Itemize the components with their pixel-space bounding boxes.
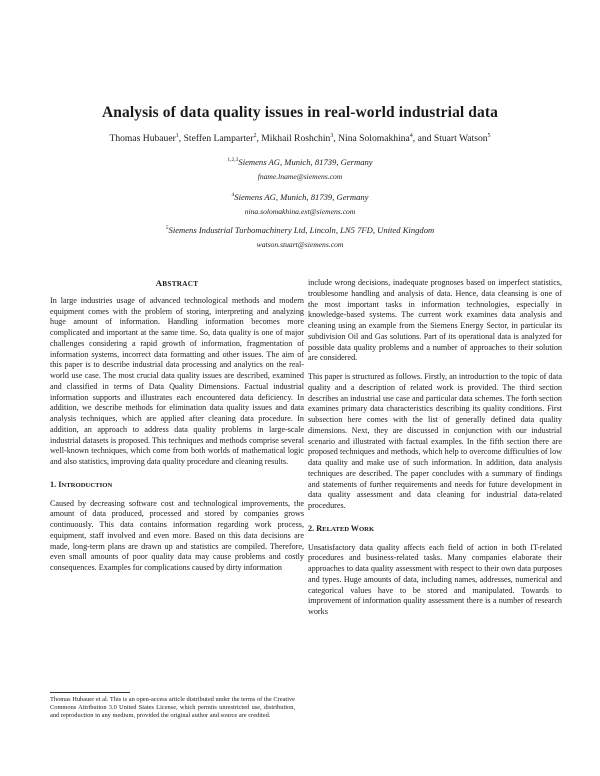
author-separator: , and <box>412 133 434 145</box>
affiliation <box>0 192 600 202</box>
author-separator: , <box>178 133 184 145</box>
author-separator: , <box>256 133 262 145</box>
right-column <box>308 278 562 618</box>
introduction-text: Caused by decreasing software cost and technological improvements, the amount of data produced, processed and stored by companies grows continuously. This data contains information regarding work process, equipment, staff involved and even more. Based on this data decisions are made, long-term plans are drawn up and statistics are compiled. Therefore, even small amounts of poor quality data may cause problems and costly consequences. Examples for complications caused by dirty information <box>50 498 304 572</box>
footnote-rule <box>50 692 130 693</box>
affiliation-org: Siemens Industrial Turbomachinery Ltd, Lincoln, LN5 7FD, United Kingdom <box>168 225 435 235</box>
heading-initial: W <box>350 523 359 533</box>
author-superscript: 4 <box>409 133 413 139</box>
affiliation-email: nina.solomakhina.ext@siemens.com <box>244 207 356 216</box>
heading-rest: BSTRACT <box>162 280 199 288</box>
related-work-text: Unsatisfactory data quality affects each field of action in both IT-related procedures and business-related tasks. Many companies elaborate their approaches to data quality assessment with respect to their own data purposes and types. Huge amounts of data, including names, addresses, numerical and categorical values have to be stored and manipulated. Towards to improvement of information quality assessment there is a number of research works <box>308 542 562 616</box>
paper-title: Analysis of data quality issues in real-world industrial data <box>102 104 498 121</box>
heading-initial: A <box>155 278 163 288</box>
author-name: Mikhail Roshchin <box>261 133 331 145</box>
heading-rest: ORK <box>358 525 375 533</box>
section-number: 2. <box>308 523 315 533</box>
abstract-text: In large industries usage of advanced technological methods and modern equipment comes with the problem of storing, interpreting and analyzing huge amount of information. Handling information becomes more complicated and important at the same time. So, data quality is one of major challenges considering a rapid growth of information, fragmentation of information systems, incorrect data formatting and other issues. The aim of this paper is to describe industrial data processing and analytics on the real-world use case. The most crucial data quality issues are described, examined and classified in terms of Data Quality Dimensions. Factual industrial information supports and illustrates each encountered data deficiency. In addition, we describe methods for elimination data quality issues and data analysis techniques, which are applied after cleaning data procedure. In addition, an approach to address data quality problems in large-scale industrial datasets is proposed. This techniques and methods comprise several well-known techniques, which come from both worlds of mathematical logic and also statistics, improving data quality procedure and cleaning results. <box>50 295 304 466</box>
related-work-heading <box>308 524 562 536</box>
author-list <box>0 133 600 144</box>
introduction-continued-text: include wrong decisions, inadequate prognoses based on imperfect statistics, troublesome handling and analysis of data. Hence, data cleansing is one of the most important tasks in information technologies, especially in knowledge-based systems. The current work examines data analysis and cleaning using an example from the Siemens Energy Sector, in particular its subdivision Oil and Gas solutions. Part of its operational data is analyzed for possible data quality problems and a number of approaches to their solution are considered. <box>308 278 562 363</box>
heading-rest: NTRODUCTION <box>61 481 113 489</box>
author-name: Thomas Hubauer <box>109 133 176 145</box>
affiliation <box>0 157 600 167</box>
affiliation-org: Siemens AG, Munich, 81739, Germany <box>234 192 369 202</box>
author-name: Steffen Lamparter <box>183 133 254 145</box>
affiliation-superscript: 5 <box>165 225 169 232</box>
author-superscript: 3 <box>330 133 334 139</box>
license-footnote: Thomas Hubauer et al. This is an open-access article distributed under the terms of the Creative Commons Attribution 3.0 United States License, which permits unrestricted use, distribution, and reproduction in any medium, provided the original author and source are credited. <box>50 696 295 720</box>
affiliation-email: fname.lname@siemens.com <box>257 172 343 181</box>
author-superscript: 1 <box>175 133 179 139</box>
section-number: 1. <box>50 479 57 489</box>
author-name: Nina Solomakhina <box>338 133 410 145</box>
affiliation-superscript: 4 <box>231 192 235 199</box>
heading-rest: ELATED <box>322 525 351 533</box>
affiliation-superscript: 1,2,3 <box>227 157 239 164</box>
heading-initial: R <box>316 523 323 533</box>
abstract-heading <box>50 278 304 290</box>
left-column <box>50 278 304 574</box>
affiliation-email: watson.stuart@siemens.com <box>256 240 344 249</box>
affiliation-org: Siemens AG, Munich, 81739, Germany <box>238 157 373 167</box>
heading-initial: I <box>58 479 62 489</box>
author-superscript: 2 <box>253 133 257 139</box>
paper-structure-text: This paper is structured as follows. Firstly, an introduction to the topic of data quality and a description of related work is provided. The third section describes an industrial use case and particular data schemes. The forth section examines primary data characteristics describing its quality conditions. First subsection here comes with the list of generally defined data quality dimensions. Next, they are discussed in conjunction with our industrial scenario and illustrated with factual examples. In the fifth section there are proposed techniques and methods, which help to overcome difficulties of low data quality and make use of such information. In addition, data analysis techniques are described. The paper concludes with a summary of findings and statements of further requirements and needs for future development in data quality assessment and data cleaning for industrial data-related procedures. <box>308 372 562 510</box>
author-name: Stuart Watson <box>433 133 488 145</box>
author-separator: , <box>333 133 339 145</box>
author-superscript: 5 <box>487 133 491 139</box>
affiliation <box>0 225 600 235</box>
introduction-heading <box>50 480 304 492</box>
